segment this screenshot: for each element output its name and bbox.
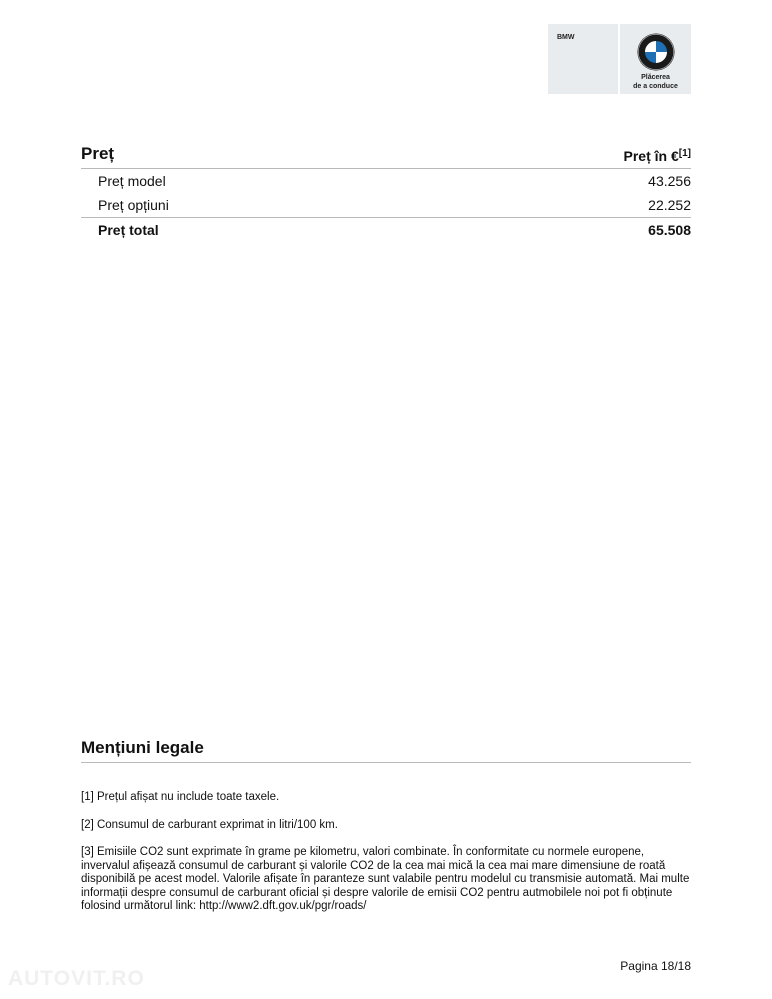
- price-row-label: Preț model: [98, 173, 166, 189]
- price-total-value: 65.508: [648, 222, 691, 238]
- tagline-line-1: Plăcerea: [641, 74, 670, 81]
- price-row-total: [81, 217, 691, 241]
- brand-name: BMW: [557, 34, 575, 41]
- price-row-value: 22.252: [648, 197, 691, 213]
- price-total-label: Preț total: [98, 222, 159, 238]
- tagline-line-2: de a conduce: [633, 83, 678, 90]
- brand-tagline: [633, 73, 678, 91]
- bmw-logo-icon: [637, 33, 675, 71]
- watermark: AUTOVIT.RO: [8, 967, 145, 990]
- page-number: Pagina 18/18: [620, 959, 691, 973]
- legal-section: [81, 738, 691, 912]
- price-section: [81, 144, 691, 241]
- legal-note-1: [1] Prețul afișat nu include toate taxele.: [81, 791, 280, 803]
- legal-note-3: [3] Emisiile CO2 sunt exprimate în grame pe kilometru, valori combinate. În conformitate cu normele europene, invervalul afișează consumul de carburant și valorile CO2 de la cea mai mică la cea mai mare dimensiune de roată disponibilă pe acest model. Valorile afișate în paranteze sunt valabile pentru modelul cu transmisie automată. Mai multe informații despre consumul de carburant oficial și despre valorile de emisii CO2 pentru autmobilele noi pot fi obținute folosind următorul link: http://www2.dft.gov.uk/pgr/roads/: [81, 846, 690, 912]
- price-row-options: [81, 193, 691, 217]
- price-row-model: [81, 169, 691, 193]
- price-row-value: 43.256: [648, 173, 691, 189]
- brand-name-box: [548, 24, 618, 94]
- price-header: [81, 144, 691, 169]
- price-column-label: Preț în €: [623, 148, 679, 164]
- price-title: Preț: [81, 144, 115, 163]
- price-column-ref: [1]: [678, 148, 691, 159]
- brand-logo-box: [620, 24, 691, 94]
- legal-title: Mențiuni legale: [81, 738, 691, 763]
- price-column-header: [624, 148, 691, 164]
- price-row-label: Preț opțiuni: [98, 197, 169, 213]
- brand-header: [548, 24, 691, 94]
- legal-note-2: [2] Consumul de carburant exprimat in litri/100 km.: [81, 819, 338, 831]
